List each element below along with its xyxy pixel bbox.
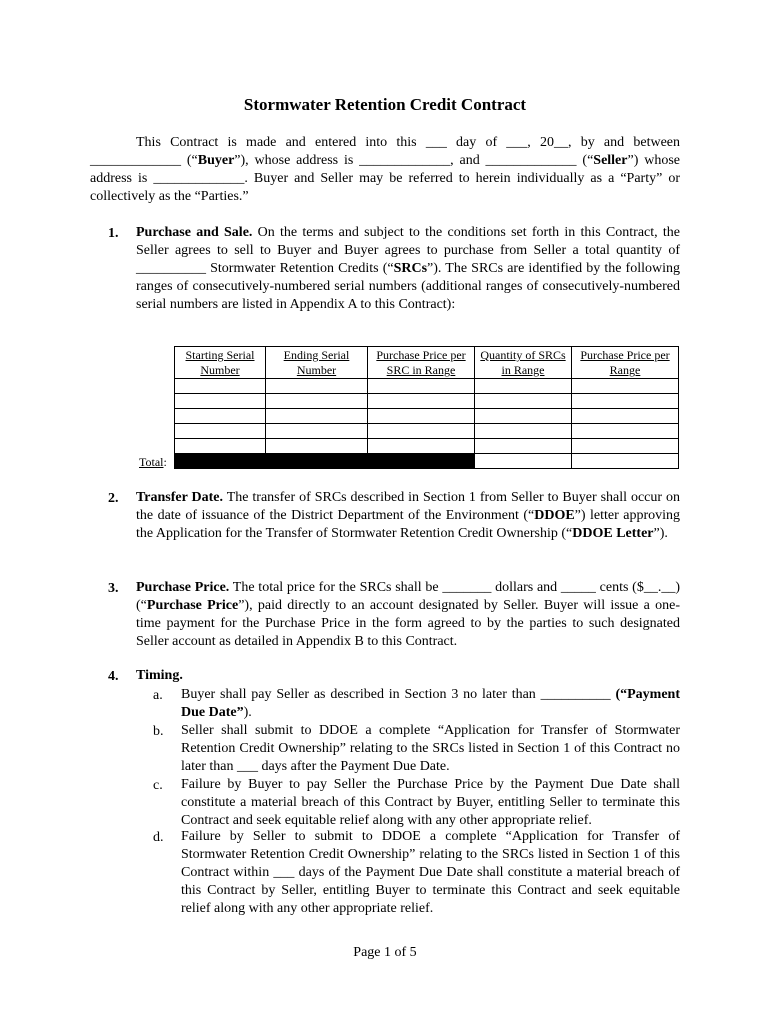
- srcs-term: SRCs: [393, 261, 428, 276]
- column-header-quantity: Quantity of SRCs in Range: [475, 347, 572, 379]
- page-title: Stormwater Retention Credit Contract: [243, 95, 527, 114]
- total-label: Total:: [139, 455, 167, 469]
- item-c-text: Failure by Buyer to pay Seller the Purchase Price by the Payment Due Date shall constitute a material breach of this Contract by Buyer, entitling Seller to terminate this Contract and seek equitable relief along with any other appropriate relief.: [181, 777, 680, 828]
- item-b-text: Seller shall submit to DDOE a complete “Application for Transfer of Stormwater Retention Credit Ownership” relating to the SRCs listed in Section 1 of this Contract no later than ___ days after the Payment Due Date.: [181, 723, 680, 774]
- table-row: [175, 394, 679, 409]
- item-b-label: b.: [153, 724, 164, 739]
- column-header-price-per-src: Purchase Price per SRC in Range: [368, 347, 475, 379]
- total-row: [175, 454, 679, 469]
- seller-term: Seller: [593, 153, 628, 168]
- page-number: Page 1 of 5: [353, 945, 417, 960]
- table-row: [175, 379, 679, 394]
- section-3-heading: Purchase Price.: [136, 580, 230, 595]
- column-header-starting-serial: Starting Serial Number: [175, 347, 266, 379]
- item-d-text: Failure by Seller to submit to DDOE a complete “Application for Transfer of Stormwater Retention Credit Ownership” relating to the SRCs listed in Section 1 of this Contract within ___ days of the Payment Due Date shall constitute a material breach of this Contract by Seller, entitling Buyer to terminate this Contract and seek equitable relief along with any other appropriate relief.: [181, 829, 680, 916]
- section-2-heading: Transfer Date.: [136, 490, 224, 505]
- table-row: [175, 439, 679, 454]
- section-2-number: 2.: [108, 491, 119, 506]
- section-4-number: 4.: [108, 669, 119, 684]
- section-2-transfer-date: Transfer Date. The transfer of SRCs described in Section 1 from Seller to Buyer shall occur on the date of issuance of the District Department of the Environment (“DDOE”) letter approving the Application for the Transfer of Stormwater Retention Credit Ownership (“DDOE Letter”).: [136, 490, 681, 541]
- section-3-purchase-price: Purchase Price. The total price for the SRCs shall be _______ dollars and _____ cents ($__.__) (“Purchase Price”), paid directly to an account designated by Seller. Buyer will issue a one-time payment for the Purchase Price in the form agreed to by the parties to such designated Seller account as detailed in Appendix B to this Contract.: [136, 580, 680, 649]
- serial-range-table: [174, 346, 679, 469]
- column-header-price-per-range: Purchase Price per Range: [572, 347, 679, 379]
- section-4-heading: Timing.: [136, 668, 183, 683]
- item-a-text: Buyer shall pay Seller as described in Section 3 no later than __________ (“Payment Due Date”).: [181, 687, 680, 720]
- table-row: [175, 409, 679, 424]
- buyer-term: Buyer: [197, 153, 235, 168]
- table-row: [175, 424, 679, 439]
- intro-paragraph: This Contract is made and entered into this ___ day of ___, 20__, by and between _____________ (“Buyer”), whose address is _____________, and _____________ (“Seller”) whose address is _____________. Buyer and Seller may be referred to herein individually as a “Party” or collectively as the “Parties.”: [90, 135, 680, 204]
- item-d-label: d.: [153, 830, 164, 845]
- item-a-label: a.: [153, 688, 163, 703]
- section-3-number: 3.: [108, 581, 119, 596]
- section-1-heading: Purchase and Sale.: [136, 225, 253, 240]
- item-c-label: c.: [153, 778, 163, 793]
- section-1-number: 1.: [108, 226, 119, 241]
- section-1-purchase-and-sale: Purchase and Sale. On the terms and subject to the conditions set forth in this Contract, the Seller agrees to sell to Buyer and Buyer agrees to purchase from Seller a total quantity of __________ Stormwater Retention Credits (“SRCs”). The SRCs are identified by the following ranges of consecutively-numbered serial numbers (additional ranges of consecutively-numbered serial numbers are listed in Appendix A to this Contract):: [136, 225, 680, 312]
- column-header-ending-serial: Ending Serial Number: [266, 347, 368, 379]
